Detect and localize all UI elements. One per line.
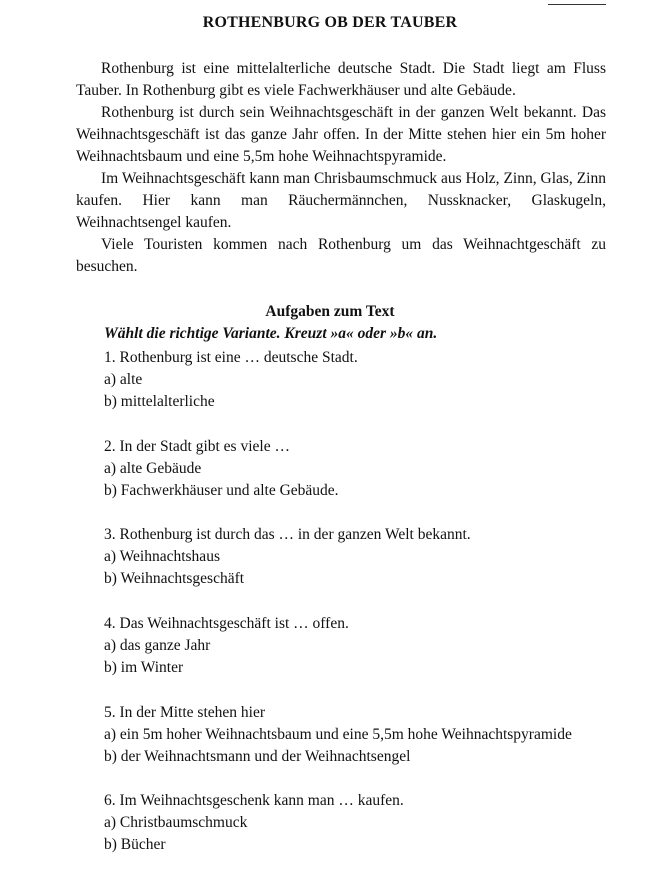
exercise-instruction: Wählt die richtige Variante. Kreuzt »a« oder »b« an. <box>104 325 438 342</box>
paragraph-2: Rothenburg ist durch sein Weihnachtsgeschäft in der ganzen Welt bekannt. Das Weihnachtsgeschäft ist das ganze Jahr offen. In der Mitte stehen hier ein 5m hoher Weihnachtsbaum und eine 5,5m hohe Weihnachtspyramide. <box>76 104 606 165</box>
page-title: ROTHENBURG OB DER TAUBER <box>202 14 458 31</box>
option-a: a) Weihnachtshaus <box>104 548 220 565</box>
paragraph-3: Im Weihnachtsgeschäft kann man Chrisbaumschmuck aus Holz, Zinn, Glas, Zinn kaufen. Hier kann man Räuchermännchen, Nussknacker, Glaskugeln, Weihnachtsengel kaufen. <box>76 170 606 231</box>
question-text: 6. Im Weihnachtsgeschenk kann man … kaufen. <box>104 792 404 809</box>
question-text: 4. Das Weihnachtsgeschäft ist … offen. <box>104 615 349 632</box>
reading-text <box>76 58 606 278</box>
top-rule <box>548 4 606 5</box>
question-5 <box>104 702 572 768</box>
option-a: a) ein 5m hoher Weihnachtsbaum und eine 5,5m hohe Weihnachtspyramide <box>104 726 572 743</box>
question-2 <box>104 436 339 502</box>
question-text: 3. Rothenburg ist durch das … in der ganzen Welt bekannt. <box>104 526 471 543</box>
option-b: b) Weihnachtsgeschäft <box>104 570 245 587</box>
option-a: a) das ganze Jahr <box>104 637 211 654</box>
option-b: b) Fachwerkhäuser und alte Gebäude. <box>104 482 339 499</box>
option-a: a) Christbaumschmuck <box>104 814 248 831</box>
option-b: b) Bücher <box>104 836 166 853</box>
option-a: a) alte <box>104 371 143 388</box>
paragraph-1: Rothenburg ist eine mittelalterliche deutsche Stadt. Die Stadt liegt am Fluss Tauber. In Rothenburg gibt es viele Fachwerkhäuser und alte Gebäude. <box>76 60 606 99</box>
question-3 <box>104 524 471 590</box>
exercise-title: Aufgaben zum Text <box>265 303 395 320</box>
question-6 <box>104 790 404 856</box>
question-text: 2. In der Stadt gibt es viele … <box>104 438 290 455</box>
question-text: 1. Rothenburg ist eine … deutsche Stadt. <box>104 349 358 366</box>
option-a: a) alte Gebäude <box>104 460 202 477</box>
paragraph-4: Viele Touristen kommen nach Rothenburg um das Weihnachtgeschäft zu besuchen. <box>76 236 606 275</box>
question-4 <box>104 613 349 679</box>
option-b: b) im Winter <box>104 659 184 676</box>
option-b: b) der Weihnachtsmann und der Weihnachtsengel <box>104 748 411 765</box>
question-1 <box>104 347 358 413</box>
option-b: b) mittelalterliche <box>104 393 215 410</box>
question-text: 5. In der Mitte stehen hier <box>104 704 265 721</box>
